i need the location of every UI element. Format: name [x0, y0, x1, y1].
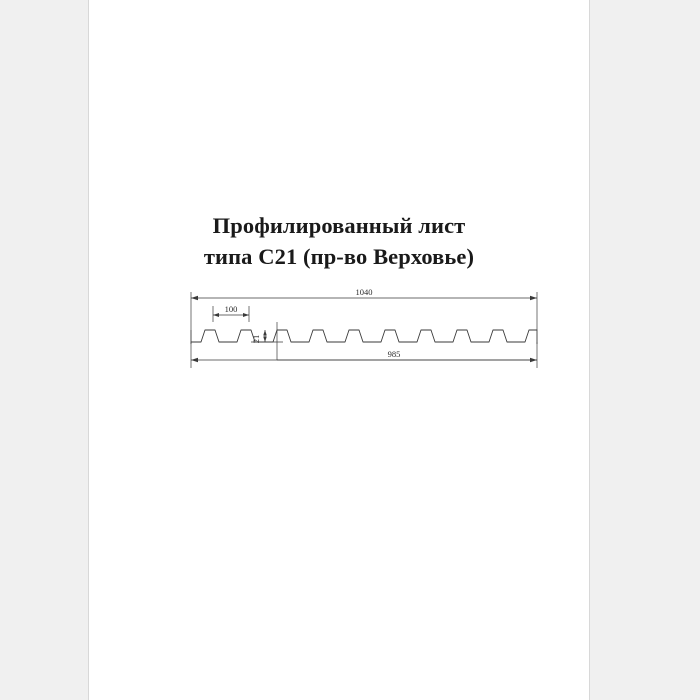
profile-drawing	[189, 282, 539, 382]
dimension-label-rib-height: 21	[251, 334, 261, 344]
arrow-bottom-height	[263, 337, 267, 343]
arrow-left-total	[191, 296, 198, 300]
page-title-line-1: Профилированный лист	[212, 213, 466, 238]
dimension-total-width	[191, 292, 537, 330]
page-title	[89, 210, 589, 272]
document-sheet	[88, 0, 590, 700]
arrow-right-total	[530, 296, 537, 300]
arrow-top-height	[263, 330, 267, 336]
profile-path	[191, 330, 537, 342]
dimension-label-rib-pitch: 100	[224, 304, 238, 314]
dimension-label-useful-width: 985	[387, 349, 401, 359]
arrow-right-useful	[530, 358, 537, 362]
sheet-profile-outline	[191, 330, 537, 344]
arrow-left-pitch	[213, 313, 219, 317]
dimension-label-total-width: 1040	[355, 287, 373, 297]
arrow-right-pitch	[243, 313, 249, 317]
arrow-left-useful	[191, 358, 198, 362]
page-title-line-2: типа С21 (пр-во Верховье)	[203, 244, 475, 270]
dimension-useful-width	[191, 342, 537, 368]
